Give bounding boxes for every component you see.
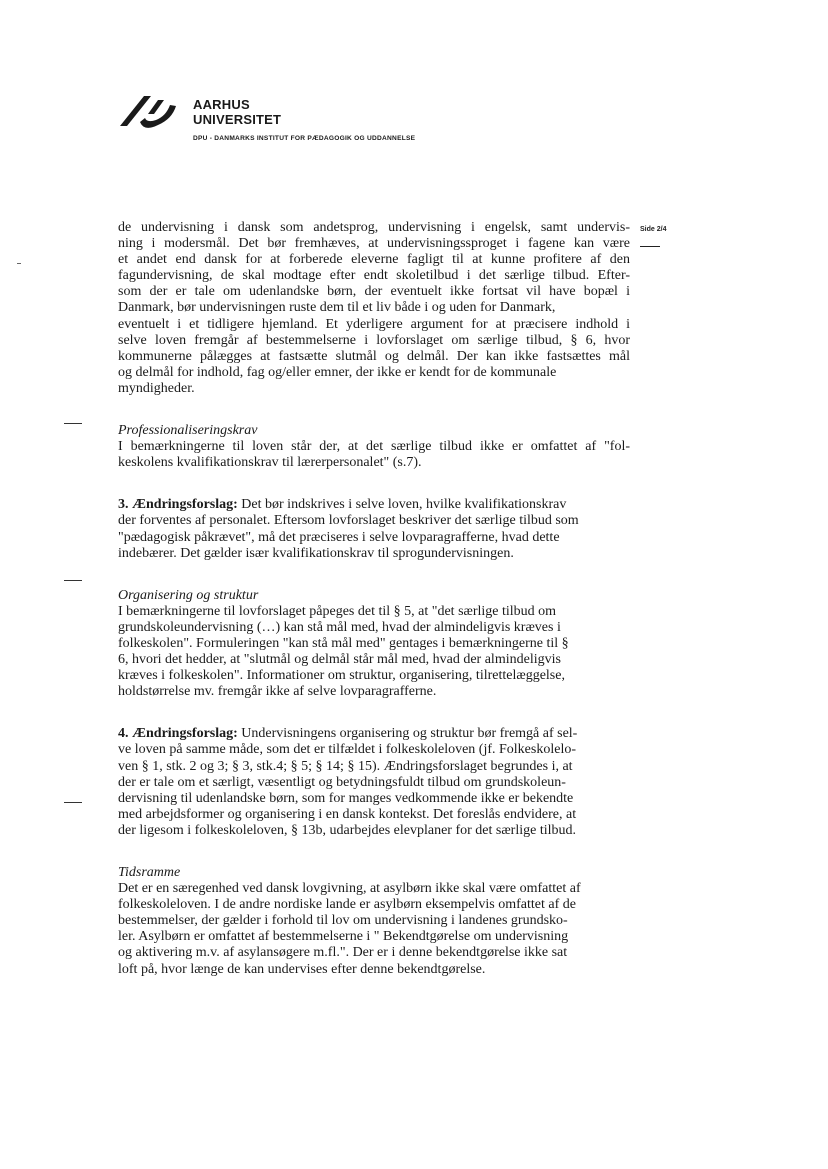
amendment-3 xyxy=(118,497,630,561)
text-line: eventuelt i et tidligere hjemland. Et yderligere argument for at præcisere indhold i xyxy=(118,316,630,332)
section-heading: Professionaliseringskrav xyxy=(118,423,258,439)
brand-subtitle: DPU - DANMARKS INSTITUT FOR PÆDAGOGIK OG UDDANNELSE xyxy=(193,135,416,142)
text-line: grundskoleundervisning (…) kan stå mål med, hvad der almindeligvis kræves i xyxy=(118,619,561,635)
text-line: og aktivering m.v. af asylansøgere m.fl.". Der er i denne bekendtgørelse ikke sat xyxy=(118,945,568,961)
brand-line1: AARHUS xyxy=(193,97,250,112)
text-span: Det bør indskrives i selve loven, hvilke kvalifikationskrav xyxy=(241,497,567,513)
text-line: dervisning til udenlandske børn, som for manges vedkommende ikke er bekendte xyxy=(118,790,574,806)
amendment-4 xyxy=(118,726,630,839)
text-line: ning i modersmål. Det bør fremhæves, at undervisningssproget i fagene kan være xyxy=(118,236,630,252)
aarhus-university-logo-icon xyxy=(118,92,178,132)
text-line xyxy=(118,497,630,513)
document-body xyxy=(118,220,630,1004)
text-line: 6, hvori det hedder, at "slutmål og delmål står mål med, hvad der almindeligvis xyxy=(118,652,561,668)
text-line: bestemmelser, der gælder i forhold til lov om undervisning i landenes grundsko- xyxy=(118,913,568,929)
text-line: med arbejdsformer og organisering i en dansk kontekst. Det foreslås endvidere, at xyxy=(118,806,577,822)
side-divider xyxy=(640,246,660,247)
text-line: der forventes af personalet. Eftersom lovforslaget beskriver det særlige tilbud som xyxy=(118,513,579,529)
text-line: indebærer. Det gælder især kvalifikationskrav til sprogundervisningen. xyxy=(118,545,514,561)
section-timeframe xyxy=(118,865,630,978)
text-line: I bemærkningerne til lovforslaget påpeges det til § 5, at "det særlige tilbud om xyxy=(118,603,557,619)
section-professionalisation xyxy=(118,423,630,471)
section-heading: Tidsramme xyxy=(118,865,181,880)
text-line: Det er en særegenhed ved dansk lovgivning, at asylbørn ikke skal være omfattet af xyxy=(118,881,581,897)
text-span: Undervisningens organisering og struktur bør fremgå af sel- xyxy=(241,726,578,742)
text-line: ler. Asylbørn er omfattet af bestemmelserne i " Bekendtgørelse om undervisning xyxy=(118,929,569,945)
brand-block xyxy=(193,97,415,142)
brand-line2: UNIVERSITET xyxy=(193,112,282,127)
paragraph-intro xyxy=(118,220,630,397)
text-line: folkeskolen". Formuleringen "kan stå mål med" gentages i bemærkningerne til § xyxy=(118,635,569,651)
text-line: et andet end dansk for at forberede eleverne fagligt til at kunne profitere af den xyxy=(118,252,630,268)
section-heading: Organisering og struktur xyxy=(118,587,259,603)
margin-mark xyxy=(64,423,82,424)
text-line: de undervisning i dansk som andetsprog, undervisning i engelsk, samt undervis- xyxy=(118,220,630,235)
text-line: selve loven fremgår af bestemmelserne i lovforslaget om særlige tilbud, § 6, hvor xyxy=(118,332,630,348)
text-line: kommunerne pålægges at fastsætte slutmål og delmål. Der kan ikke fastsættes mål xyxy=(118,348,630,364)
page-number: Side 2/4 xyxy=(640,226,667,233)
text-line: som der er tale om udenlandske børn, der eventuelt ikke fortsat vil have bopæl i xyxy=(118,284,630,300)
text-line: keskolens kvalifikationskrav til lærerpersonalet" (s.7). xyxy=(118,455,422,471)
text-line: "pædagogisk påkrævet", må det præciseres i selve lovparagrafferne, hvad dette xyxy=(118,529,560,545)
text-line: der ligesom i folkeskoleloven, § 13b, udarbejdes elevplaner for det særlige tilbud. xyxy=(118,822,576,838)
text-line: Danmark, bør undervisningen ruste dem til et liv både i og uden for Danmark, xyxy=(118,300,556,316)
text-line xyxy=(118,726,630,742)
text-line: holdstørrelse mv. fremgår ikke af selve lovparagrafferne. xyxy=(118,684,437,700)
margin-mark xyxy=(64,802,82,803)
text-line: der er tale om et særligt, væsentligt og betydningsfuldt tilbud om grundskoleun- xyxy=(118,774,566,790)
text-line: kræves i folkeskolen". Informationer om struktur, organisering, tilrettelæggelse, xyxy=(118,668,565,684)
text-line: ve loven på samme måde, som det er tilfældet i folkeskoleloven (jf. Folkeskolelo- xyxy=(118,742,577,758)
text-line: loft på, hvor længe de kan undervises efter denne bekendtgørelse. xyxy=(118,961,486,977)
margin-tick xyxy=(17,263,21,264)
text-line: folkeskoleloven. I de andre nordiske lande er asylbørn eksempelvis omfattet af de xyxy=(118,897,576,913)
text-line: ven § 1, stk. 2 og 3; § 3, stk.4; § 5; § 14; § 15). Ændringsforslaget begrundes i, at xyxy=(118,758,573,774)
text-line: myndigheder. xyxy=(118,380,195,396)
text-line: og delmål for indhold, fag og/eller emner, der ikke er kendt for de kommunale xyxy=(118,364,557,380)
margin-mark xyxy=(64,580,82,581)
section-organisation xyxy=(118,588,630,701)
amendment-label: 4. Ændringsforslag: xyxy=(118,726,238,742)
text-line: fagundervisning, de skal modtage efter endt skoletilbud i det særlige tilbud. Efter- xyxy=(118,268,630,284)
amendment-label: 3. Ændringsforslag: xyxy=(118,497,238,513)
text-line: I bemærkningerne til loven står der, at det særlige tilbud ikke er omfattet af "fol- xyxy=(118,439,630,455)
